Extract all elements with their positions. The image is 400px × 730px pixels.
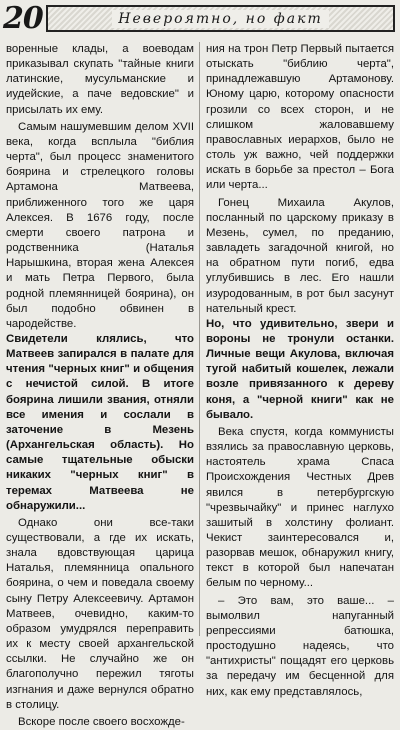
- page-header: [0, 0, 400, 38]
- section-title-box: [46, 5, 395, 32]
- paragraph: Гонец Михаила Акулов, посланный по царскому приказу в Мезень, сумел, по преданию, завладеть загадочной книгой, но на обратном пути погиб, едва углубившись в лес. Его нашли изуродованным, в рот был засунут нательный крест.: [206, 196, 394, 315]
- paragraph: Века спустя, когда коммунисты взялись за православную церковь, настоятель храма Спаса Происхождения Честных Древ явился в петербургскую "чрезвычайку" и принес наглухо зашитый в холстину фолиант. Чекист заинтересовался и, разорвав мешок, обнаружил книгу, текст в которой был напечатан белым по черному...: [206, 425, 394, 590]
- paragraph: ния на трон Петр Первый пытается отыскать "библию черта", принадлежавшую Артамонову. Юному царю, которому опасности грозили со всех сторон, и не слишком жаловавшему православных иерархов, было не столь уж важно, чей поддержки искать в борьбе за престол – Бога или черта...: [206, 43, 394, 192]
- paragraph: – Это вам, это ваше... – вымолвил напуганный репрессиями батюшка, простодушно надеясь, что "антихристы" пощадят его церковь за передачу им бесценной для них, как ему представлялось,: [206, 594, 394, 698]
- article-column-left: [6, 42, 194, 730]
- paragraph: воренные клады, а воеводам приказывал скупать "тайные книги латинские, мусульманские и иудейские, а паче ведовские" и присылать их ему.: [6, 43, 194, 116]
- page-number: 20: [3, 1, 43, 36]
- paragraph-bold: Но, что удивительно, звери и вороны не тронули останки. Личные вещи Акулова, включая тугой набитый кошелек, лежали возле привязанного к дереву коня, а "черной книги" как не бывало.: [206, 317, 394, 421]
- paragraph-bold: Свидетели клялись, что Матвеев запирался в палате для чтения "черных книг" и общения с нечистой силой. В итоге боярина лишили звания, отняли все имения и сослали в заточение в Мезень (Архангельская область). Но самые тщательные обыски никаких "черных книг" в теремах Матвеева не обнаружили...: [6, 332, 194, 512]
- paragraph: Вскоре после своего восхожде-: [18, 715, 185, 728]
- column-divider: [199, 42, 200, 636]
- paragraph: Самым нашумевшим делом XVII века, когда всплыла "библия черта", был процесс знаменитого боярина и стрелецкого головы Артамона Матвеева, приближенного того же царя Алексея. В 1676 году, после смерти своего патрона и родственника (Наталья Нарышкина, вторая жена Алексея и мать Петра Первого, была родной племянницей боярина), он был подобно обвинен в чародействе.: [6, 120, 194, 330]
- paragraph: Однако они все-таки существовали, а где их искать, знала вдовствующая царица Наталья, племянница опального боярина, о чем и поведала своему сыну Петру Алексеевичу. Артамон Матвеев, очевидно, каким-то образом умудрялся переправить их к месту своей архангельской ссылки. Не случайно же он благополучно пережил тяготы изгнания и даже вернулся обратно в столицу.: [6, 516, 194, 711]
- section-title: Невероятно, но факт: [112, 10, 328, 28]
- article-column-right: [206, 42, 394, 700]
